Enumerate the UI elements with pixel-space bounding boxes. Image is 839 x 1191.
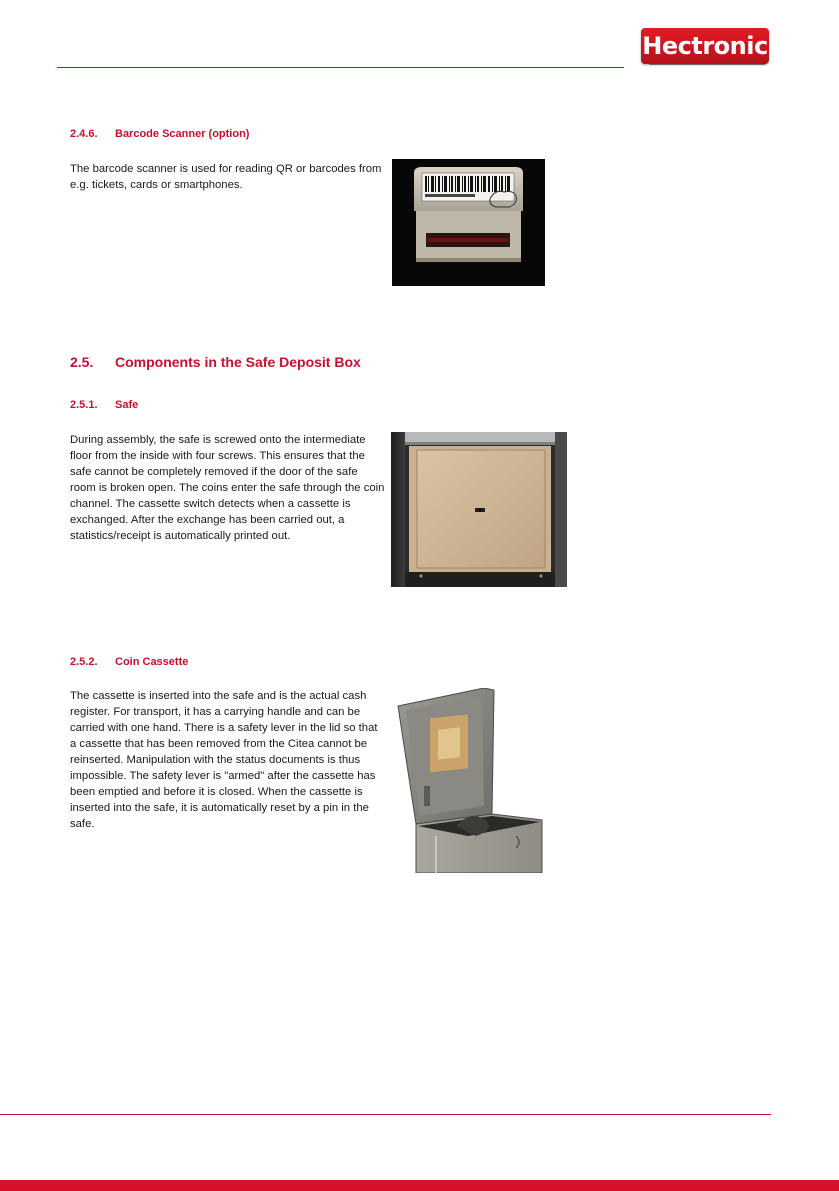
section-heading-2-4-6	[70, 128, 249, 140]
section-number: 2.5.1.	[70, 399, 98, 411]
coin-cassette-photo	[396, 686, 548, 873]
footer-accent-bar	[0, 1180, 839, 1191]
coin-cassette-text: The cassette is inserted into the safe and is the actual cash register. For transport, it has a carrying handle and can be carried with one hand. There is a safety lever in the lid so that a cassette that has been removed from the Citea cannot be reinserted. Manipulation with the status documents is thus impossible. The safety lever is "armed" after the cassette has been emptied and before it is closed. When the cassette is inserted into the safe, it is automatically reset by a pin in the safe.	[70, 690, 378, 830]
hectronic-logo	[641, 28, 769, 64]
barcode-scanner-illustration	[392, 159, 545, 286]
section-number: 2.4.6.	[70, 128, 98, 140]
section-title: Coin Cassette	[115, 656, 189, 668]
section-heading-2-5	[70, 354, 361, 370]
safe-photo	[391, 432, 567, 587]
section-number: 2.5.2.	[70, 656, 98, 668]
section-heading-2-5-2	[70, 656, 188, 668]
section-title: Components in the Safe Deposit Box	[115, 354, 361, 370]
barcode-scanner-text: The barcode scanner is used for reading QR or barcodes from e.g. tickets, cards or smartphones.	[70, 163, 382, 191]
footer-divider	[0, 1114, 771, 1115]
barcode-scanner-photo	[392, 159, 545, 286]
section-title: Barcode Scanner (option)	[115, 128, 250, 140]
logo-text: Hectronic	[642, 32, 768, 60]
section-number: 2.5.	[70, 354, 94, 370]
section-heading-2-5-1	[70, 399, 138, 411]
safe-text: During assembly, the safe is screwed onto the intermediate floor from the inside with four screws. This ensures that the safe cannot be completely removed if the door of the safe room is broken open. The coins enter the safe through the coin channel. The cassette switch detects when a cassette is exchanged. After the exchange has been carried out, a statistics/receipt is automatically printed out.	[70, 434, 385, 542]
safe-illustration	[391, 432, 567, 587]
header-divider	[57, 67, 624, 68]
coin-cassette-illustration	[396, 686, 548, 873]
section-title: Safe	[115, 399, 139, 411]
